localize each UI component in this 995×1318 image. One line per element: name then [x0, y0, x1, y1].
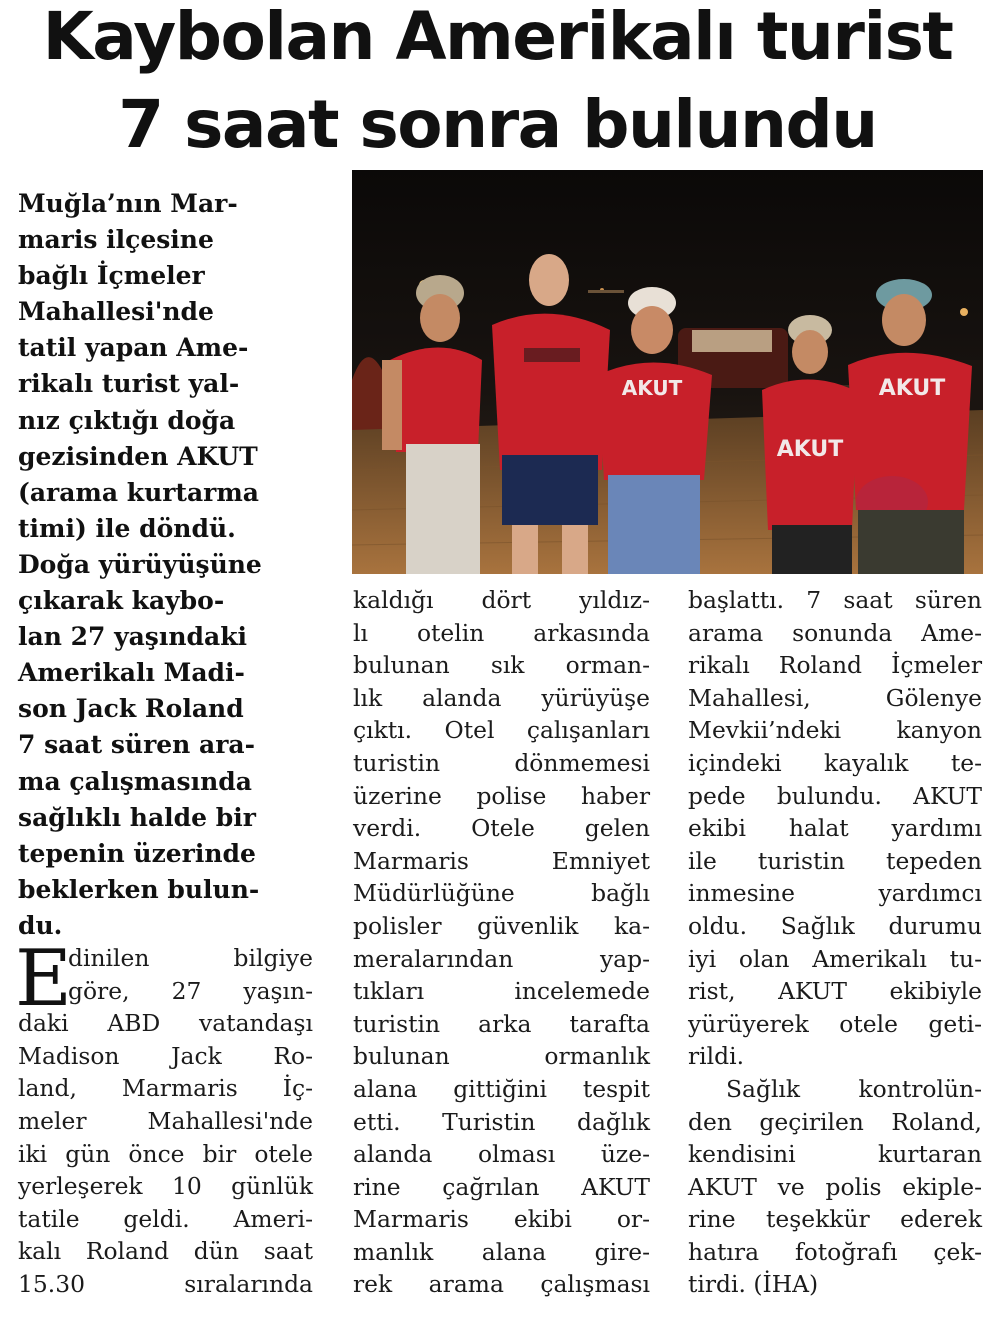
body-line: den geçirilen Roland, [688, 1107, 982, 1136]
body-line: Marmaris ekibi or- [353, 1205, 650, 1234]
headline-line-1: Kaybolan Amerikalı turist [42, 0, 953, 75]
lead-line: gezisinden AKUT [18, 441, 258, 471]
lead-line: lan 27 yaşındaki [18, 622, 248, 652]
body-line: lı otelin arkasında [353, 618, 650, 647]
body-line: tıkları incelemede [353, 977, 650, 1006]
body-line: manlık alana gire- [353, 1237, 650, 1266]
body-line: başlattı. 7 saat süren [688, 586, 982, 614]
lead-line: nız çıktığı doğa [18, 405, 236, 435]
body-column-1 [18, 942, 313, 1301]
lead-line: ma çalışmasında [18, 766, 252, 796]
body-line: göre, 27 yaşın- [68, 976, 313, 1005]
body-line: turistin arka tarafta [353, 1009, 650, 1038]
drop-cap: E [15, 934, 72, 1024]
body-line: Sağlık kontrolün- [726, 1074, 982, 1103]
lead-line: (arama kurtarma [18, 477, 259, 507]
body-line: iki gün önce bir otele [18, 1139, 313, 1168]
body-line: dinilen bilgiye [68, 944, 313, 972]
body-line: kaldığı dört yıldız- [353, 586, 650, 614]
lead-line: tatil yapan Ame- [18, 333, 249, 363]
body-line: meralarından yap- [353, 944, 650, 973]
body-line: 15.30 sıralarında [18, 1269, 313, 1298]
body-line: yürüyerek otele geti- [688, 1009, 982, 1038]
shirt-akut-text: AKUT [776, 437, 844, 462]
body-line: verdi. Otele gelen [353, 814, 650, 843]
body-column-3 [688, 584, 982, 1301]
body-line: pede bulundu. AKUT [688, 781, 982, 810]
body-line: alana gittiğini tespit [353, 1074, 650, 1103]
body-line: etti. Turistin dağlık [353, 1107, 650, 1136]
body-line: rist, AKUT ekibiyle [688, 977, 982, 1006]
body-line: kendisini kurtaran [688, 1140, 982, 1169]
body-line: meler Mahallesi'nde [18, 1106, 313, 1135]
lead-paragraph [18, 186, 318, 944]
body-line: tirdi. (İHA) [688, 1270, 819, 1299]
body-line: bulunan ormanlık [353, 1042, 650, 1071]
body-line: arama sonunda Ame- [688, 618, 982, 647]
body-line: AKUT ve polis ekiple- [688, 1172, 982, 1201]
lead-line: du. [18, 910, 63, 940]
lead-line: Amerikalı Madi- [18, 658, 245, 688]
lead-line: sağlıklı halde bir [18, 802, 256, 832]
body-line: polisler güvenlik ka- [353, 911, 650, 940]
lead-line: Doğa yürüyüşüne [18, 549, 262, 579]
body-line: çıktı. Otel çalışanları [353, 716, 650, 745]
body-line: üzerine polise haber [353, 781, 650, 810]
body-line: daki ABD vatandaşı [18, 1009, 313, 1038]
lead-line: çıkarak kaybo- [18, 586, 225, 616]
body-line: rine çağrılan AKUT [353, 1172, 650, 1201]
body-line: oldu. Sağlık durumu [688, 911, 982, 940]
body-line: hatıra fotoğrafı çek- [688, 1237, 982, 1266]
lead-line: maris ilçesine [18, 225, 214, 255]
body-column-2 [353, 584, 650, 1301]
body-line: lık alanda yürüyüşe [353, 683, 650, 712]
lead-line: timi) ile döndü. [18, 513, 236, 543]
body-line: ile turistin tepeden [688, 846, 982, 875]
shirt-akut-text: AKUT [878, 376, 946, 401]
body-line: yerleşerek 10 günlük [18, 1172, 313, 1201]
body-line: bulunan sık orman- [353, 651, 650, 680]
body-line: Mahallesi, Gölenye [688, 683, 982, 712]
body-line: iyi olan Amerikalı tu- [688, 944, 982, 973]
body-line: rine teşekkür ederek [688, 1205, 982, 1234]
body-line: kalı Roland dün saat [18, 1237, 313, 1266]
body-line: tatile geldi. Ameri- [18, 1204, 313, 1233]
body-line: rildi. [688, 1042, 745, 1071]
lead-line: son Jack Roland [18, 694, 244, 724]
body-line: inmesine yardımcı [688, 879, 982, 908]
body-line: alanda olması üze- [353, 1140, 650, 1169]
body-line: içindeki kayalık te- [688, 748, 982, 777]
lead-line: Mahallesi'nde [18, 297, 214, 327]
body-line: rek arama çalışması [353, 1270, 650, 1299]
lead-line: bağlı İçmeler [18, 261, 205, 291]
shirt-akut-text: AKUT [621, 376, 683, 400]
lead-line: rikalı turist yal- [18, 369, 240, 399]
lead-line: 7 saat süren ara- [18, 730, 255, 760]
body-line: Marmaris Emniyet [353, 846, 650, 875]
body-line: Madison Jack Ro- [18, 1041, 313, 1070]
body-line: rikalı Roland İçmeler [688, 651, 982, 680]
lead-line: Muğla’nın Mar- [18, 189, 238, 218]
headline-line-2: 7 saat sonra bulundu [118, 86, 877, 163]
body-line: Mevkii’ndeki kanyon [688, 716, 982, 745]
news-photo [352, 170, 983, 574]
body-line: turistin dönmemesi [353, 748, 650, 777]
body-line: land, Marmaris İç- [18, 1074, 313, 1103]
body-line: ekibi halat yardımı [688, 814, 982, 843]
lead-line: beklerken bulun- [18, 874, 260, 904]
body-line: Müdürlüğüne bağlı [353, 879, 650, 908]
lead-line: tepenin üzerinde [18, 838, 256, 868]
